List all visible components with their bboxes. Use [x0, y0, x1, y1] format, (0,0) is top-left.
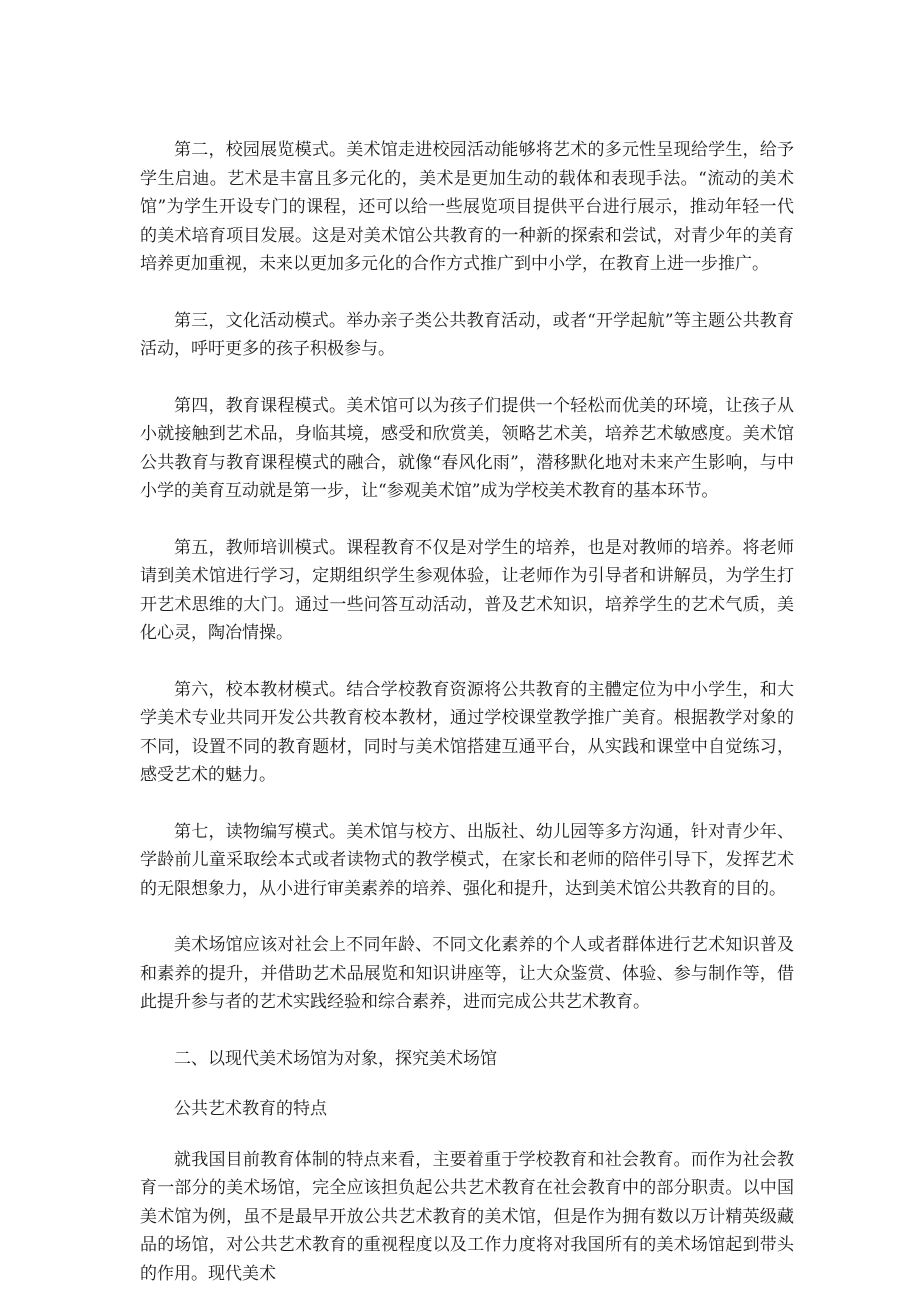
paragraph-school-textbook-mode: 第六，校本教材模式。结合学校教育资源将公共教育的主體定位为中小学生，和大学美术专业共同开发公共教育校本教材，通过学校课堂教学推广美育。根据教学对象的不同，设置不同的教育题材，同时与美术馆搭建互通平台，从实践和课堂中自觉练习，感受艺术的魅力。 — [140, 679, 794, 785]
paragraph-campus-exhibition-mode: 第二，校园展览模式。美术馆走进校园活动能够将艺术的多元性呈现给学生，给予学生启迪。艺术是丰富且多元化的，美术是更加生动的载体和表现手法。“流动的美术馆”为学生开设专门的课程，还可以给一些展览项目提供平台进行展示，推动年轻一代的美术培育项目发展。这是对美术馆公共教育的一种新的探索和尝试，对青少年的美育培养更加重视，未来以更加多元化的合作方式推广到中小学，在教育上进一步推广。 — [140, 140, 794, 274]
paragraph-reading-compilation-mode: 第七，读物编写模式。美术馆与校方、出版社、幼儿园等多方沟通，针对青少年、学龄前儿童采取绘本式或者读物式的教学模式，在家长和老师的陪伴引导下，发挥艺术的无限想象力，从小进行审美素养的培养、强化和提升，达到美术馆公共教育的目的。 — [140, 821, 794, 899]
paragraph-cultural-activity-mode: 第三，文化活动模式。举办亲子类公共教育活动，或者“开学起航”等主题公共教育活动，呼吁更多的孩子积极参与。 — [140, 310, 794, 359]
paragraph-education-course-mode: 第四，教育课程模式。美术馆可以为孩子们提供一个轻松而优美的环境，让孩子从小就接触到艺术品，身临其境，感受和欣赏美，领略艺术美，培养艺术敏感度。美术馆公共教育与教育课程模式的融合，就像“春风化雨”，潜移默化地对未来产生影响，与中小学的美育互动就是第一步，让“参观美术馆”成为学校美术教育的基本环节。 — [140, 395, 794, 501]
section-heading-line-1: 二、以现代美术场馆为对象，探究美术场馆 — [174, 1048, 497, 1069]
paragraph-education-system: 就我国目前教育体制的特点来看，主要着重于学校教育和社会教育。而作为社会教育一部分的美术场馆，完全应该担负起公共艺术教育在社会教育中的部分职责。以中国美术馆为例，虽不是最早开放公共艺术教育的美术馆，但是作为拥有数以万计精英级藏品的场馆，对公共艺术教育的重视程度以及工作力度将对我国所有的美术场馆起到带头的作用。现代美术 — [140, 1149, 794, 1284]
paragraph-art-venue-summary: 美术场馆应该对社会上不同年龄、不同文化素养的个人或者群体进行艺术知识普及和素养的提升，并借助艺术品展览和知识讲座等，让大众鉴赏、体验、参与制作等，借此提升参与者的艺术实践经验和综合素养，进而完成公共艺术教育。 — [140, 935, 794, 1012]
section-heading-line-2: 公共艺术教育的特点 — [174, 1099, 327, 1119]
paragraph-teacher-training-mode: 第五，教师培训模式。课程教育不仅是对学生的培养，也是对教师的培养。将老师请到美术馆进行学习，定期组织学生参观体验，让老师作为引导者和讲解员，为学生打开艺术思维的大门。通过一些问答互动活动，普及艺术知识，培养学生的艺术气质，美化心灵，陶冶情操。 — [140, 537, 794, 643]
